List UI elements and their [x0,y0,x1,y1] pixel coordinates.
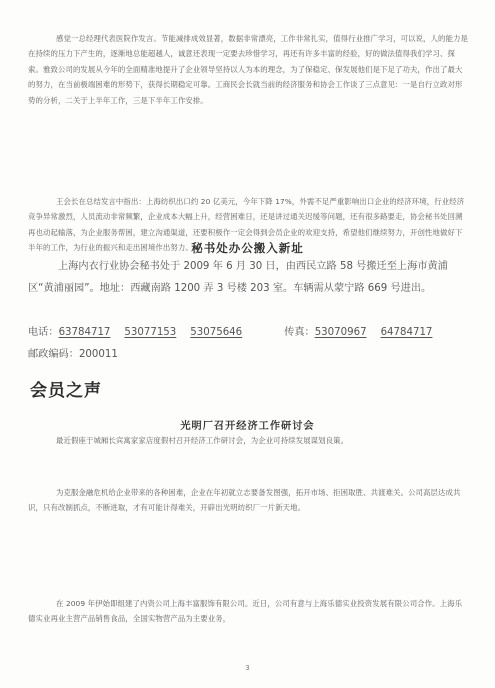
fax-number: 64784717 [380,327,433,338]
phone-number: 53075646 [190,327,243,338]
phone-number: 63784717 [58,327,111,338]
article-paragraph: 在 2009 年伊始即组建了内资公司上海丰富服饰有限公司。近日，公司有意与上海乐德实业投资发展有限公司合作。上海乐德实业再业主营产品销售食品，全国实物营产品为主要业务， [28,599,463,624]
article-paragraph: 为克服金融危机给企业带来的各种困难，企业在年初就立志要备发图强，拓开市场、拒困取胜、共渡难关。公司高层达成共识，只有改制抓点，不断进取，才有可能计得难关，开辟出光明纺织厂一片新天地。 [28,488,461,513]
page-number: 3 [245,664,250,672]
notice-heading: 秘书处办公搬入新址 [191,241,304,255]
section-title: 会员之声 [30,381,102,401]
contact-phone-row [28,322,432,344]
body-paragraph: 感觉一总经理代表医院作发言。节能减排成效显著，数据非常漂亮，工作非常扎实，值得行业推广学习，可以说，人的能力是在持续的压力下产生的，逐渐地总能超越人，诚意还表现一定要去珍惜学习，再还有许多丰富的经验，好的做法值得我们学习、探索。雅致公司的发展从今年的全面精准地提升了企业领导坚持以人为本的理念，为了保稳定、保发展他们是下足了功夫，作出了最大的努力，在当前极端困难的形势下，获得长期稳定可靠。工商民会长就当前的经济服务和协会工作谈了三点意见：一是自行立政对形势的分析，二关于上半年工作，三是下半年工作安排。 [28,34,468,105]
contact-zip-row [28,344,118,366]
phone-number: 53077153 [124,327,177,338]
body-paragraph: 王会长在总结发言中指出：上海纺织出口约 20 亿美元，今年下降 17%，外需不足严重影响出口企业的经济环境，行业经济竞争异常激烈，人员流动非常频繁，企业成本大幅上升，经营困难日，还是讲过通关迟缓等问题，还有很多路要走，协会秘书处回溯再也动起输落，为企业服务帮困，建立沟通渠道，还要积极作一定会得到会员企业的欢迎支持，希望他们继续努力，开创性地做好下半年的工作，为行业的振兴和走出困境作出努力。 [28,197,465,253]
article-paragraph: 最近假座于城厢长宾寓家家店度假村召开经济工作研讨会，为企业可持续发展谋划良策。 [56,436,349,445]
fax-label: 传真： [284,327,315,338]
article-title: 光明厂召开经济工作研讨会 [180,421,315,432]
fax-number: 53070967 [314,327,367,338]
zip-code: 200011 [78,349,118,360]
zip-label: 邮政编码： [28,349,79,360]
notice-body: 上海内衣行业协会秘书处于 2009 年 6 月 30 日，由西民立路 58 号搬迁至上海市黄浦区“黄浦丽园”。地址：西藏南路 1200 弄 3 号楼 203 室。车辆需从蒙宁路 669 号进出。 [28,261,448,294]
phone-label: 电话： [28,327,59,338]
